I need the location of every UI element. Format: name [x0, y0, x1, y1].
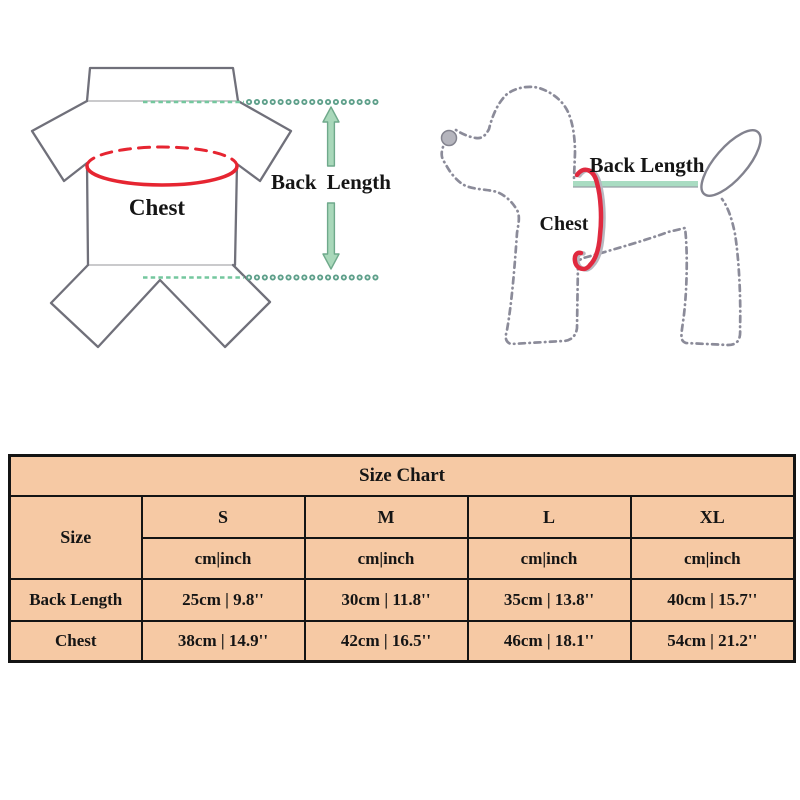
unit-cell-s: cm|inch	[142, 538, 305, 579]
chest-xl: 54cm | 21.2''	[631, 621, 795, 662]
chest-row-label: Chest	[10, 621, 142, 662]
dog-chest-label: Chest	[539, 213, 589, 235]
col-header-s: S	[142, 496, 305, 538]
col-header-xl: XL	[631, 496, 795, 538]
unit-cell-m: cm|inch	[305, 538, 468, 579]
back-length-row-label: Back Length	[10, 579, 142, 621]
garment-collar	[87, 68, 238, 101]
garment-left-sleeve	[32, 101, 88, 265]
chest-l: 46cm | 18.1''	[468, 621, 631, 662]
col-header-l: L	[468, 496, 631, 538]
table-row-chest	[10, 621, 795, 662]
chest-m: 42cm | 16.5''	[305, 621, 468, 662]
size-chart-title: Size Chart	[10, 456, 795, 497]
back-length-xl: 40cm | 15.7''	[631, 579, 795, 621]
size-row-header: Size	[10, 496, 142, 579]
back-length-l: 35cm | 13.8''	[468, 579, 631, 621]
backlength-arrow-down	[323, 203, 339, 269]
chest-ellipse-solid-bottom	[87, 166, 237, 185]
dog-backlength-bar	[573, 181, 698, 187]
chest-s: 38cm | 14.9''	[142, 621, 305, 662]
dog-outline-head-back	[456, 87, 575, 178]
col-header-m: M	[305, 496, 468, 538]
table-row-back-length	[10, 579, 795, 621]
backlength-arrow-up	[323, 107, 339, 166]
back-length-s: 25cm | 9.8''	[142, 579, 305, 621]
size-chart-table	[8, 454, 796, 663]
garment-chest-label: Chest	[128, 195, 186, 220]
dog-nose	[442, 131, 457, 146]
unit-cell-xl: cm|inch	[631, 538, 795, 579]
back-length-m: 30cm | 11.8''	[305, 579, 468, 621]
garment-back-length-label: Back Length	[271, 170, 391, 194]
chest-ellipse-dashed-top	[87, 147, 237, 166]
unit-cell-l: cm|inch	[468, 538, 631, 579]
dog-back-length-label: Back Length	[589, 153, 705, 177]
